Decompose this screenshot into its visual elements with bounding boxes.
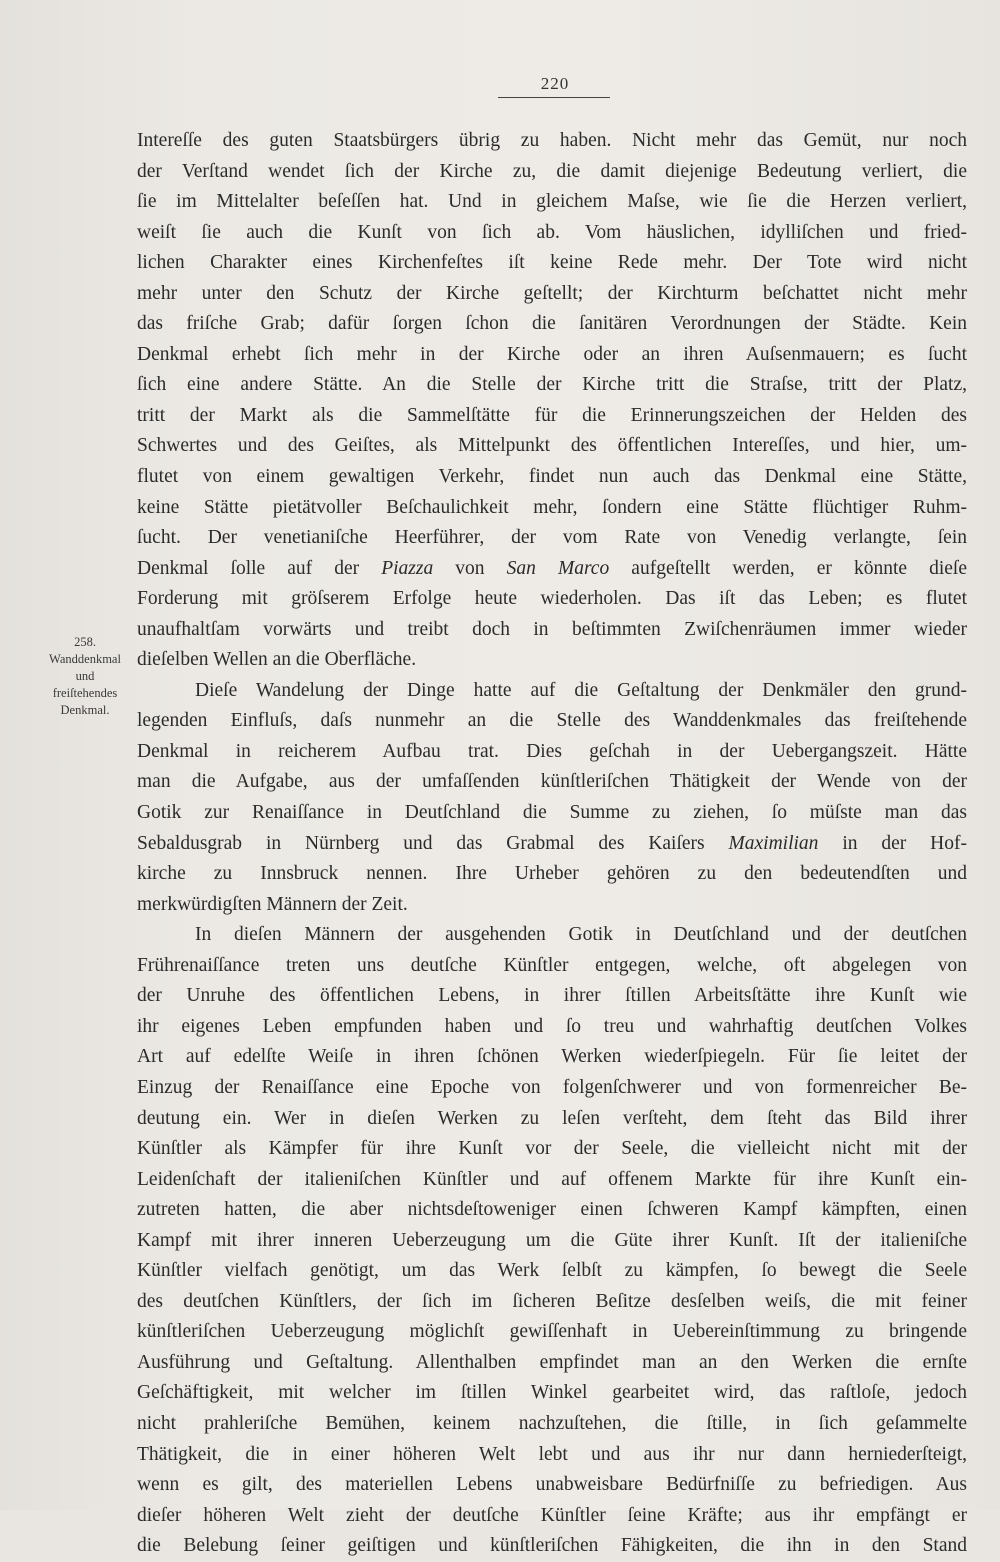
text-segment: Frührenaiſſance treten uns deutſche Künſtler entgegen, welche, oft abgelegen von (137, 954, 967, 976)
text-line (137, 1195, 967, 1226)
text-segment: Denkmal ſolle auf der (137, 557, 382, 579)
text-line (137, 706, 967, 737)
text-segment: ſucht. Der venetianiſche Heerführer, der vom Rate von Venedig verlangte, ſein (137, 527, 967, 549)
text-line (137, 1440, 967, 1471)
text-segment: kirche zu Innsbruck nennen. Ihre Urheber gehören zu den bedeutendſten und (137, 863, 967, 885)
text-segment: nicht prahleriſche Bemühen, keinem nachzuſtehen, die ſtille, in ſich geſammelte (137, 1412, 967, 1434)
text-segment: Thätigkeit, die in einer höheren Welt lebt und aus ihr nur dann herniederſteigt, (137, 1443, 967, 1465)
margin-note (30, 634, 140, 719)
text-segment: Denkmal erhebt ſich mehr in der Kirche oder an ihren Auſsenmauern; es ſucht (137, 343, 967, 365)
text-line (137, 767, 967, 798)
text-segment: wenn es gilt, des materiellen Lebens unabweisbare Bedürfniſſe zu befriedigen. Aus (137, 1474, 967, 1496)
text-segment: des deutſchen Künſtlers, der ſich im ſicheren Beſitze desſelben weiſs, die mit feiner (137, 1290, 967, 1312)
text-segment: Art auf edelſte Weiſe in ihren ſchönen Werken wiederſpiegeln. Für ſie leitet der (137, 1046, 967, 1068)
text-segment: mehr unter den Schutz der Kirche geſtellt; der Kirchturm beſchattet nicht mehr (137, 282, 967, 304)
text-segment: die Belebung ſeiner geiſtigen und künſtleriſchen Fähigkeiten, die ihn in den Stand (137, 1535, 967, 1557)
text-line (137, 1012, 967, 1043)
text-segment: Ausführung und Geſtaltung. Allenthalben empfindet man an den Werken die ernſte (137, 1351, 967, 1373)
text-line (137, 1226, 967, 1257)
text-line (137, 370, 967, 401)
text-line (137, 737, 967, 768)
text-line (137, 554, 967, 585)
text-segment: ſich eine andere Stätte. An die Stelle der Kirche tritt die Straſse, tritt der Platz, (137, 374, 967, 396)
body-text (137, 126, 967, 1562)
text-segment: zutreten hatten, die aber nichtsdeſtoweniger einen ſchweren Kampf kämpften, einen (137, 1199, 967, 1221)
text-line (137, 1134, 967, 1165)
text-line (137, 187, 967, 218)
text-line (137, 920, 967, 951)
text-segment: Künſtler vielfach genötigt, um das Werk ſelbſt zu kämpfen, ſo bewegt die Seele (137, 1260, 967, 1282)
text-segment: tritt der Markt als die Sammelſtätte für die Erinnerungszeichen der Helden des (137, 404, 967, 426)
text-line (137, 829, 967, 860)
text-line (137, 523, 967, 554)
text-line (137, 401, 967, 432)
text-segment: Intereſſe des guten Staatsbürgers übrig zu haben. Nicht mehr das Gemüt, nur noch (137, 130, 967, 151)
text-segment: von (433, 557, 507, 579)
text-segment: Forderung mit gröſserem Erfolge heute wiederholen. Das iſt das Leben; es flutet (137, 588, 967, 610)
text-line (137, 1470, 967, 1501)
text-line (137, 951, 967, 982)
text-line (137, 981, 967, 1012)
text-segment: legenden Einfluſs, daſs nunmehr an die Stelle des Wanddenkmales das freiſtehende (137, 710, 967, 732)
page-number: 220 (540, 74, 570, 93)
text-line (137, 890, 967, 921)
text-line (137, 462, 967, 493)
text-line (137, 1042, 967, 1073)
text-line (137, 157, 967, 188)
text-segment: deutung ein. Wer in dieſen Werken zu leſen verſteht, dem ſteht das Bild ihrer (137, 1107, 967, 1129)
text-segment: Dieſe Wandelung der Dinge hatte auf die Geſtaltung der Denkmäler den grund- (195, 679, 967, 701)
text-segment: lichen Charakter eines Kirchenfeſtes iſt keine Rede mehr. Der Tote wird nicht (137, 252, 967, 274)
text-line (137, 309, 967, 340)
text-line (137, 279, 967, 310)
text-line (137, 431, 967, 462)
text-segment: keine Stätte pietätvoller Beſchaulichkeit mehr, ſondern eine Stätte flüchtiger Ruhm- (137, 496, 967, 518)
text-segment: in der Hof- (818, 832, 968, 854)
text-line (137, 645, 967, 676)
text-segment: der Verſtand wendet ſich der Kirche zu, die damit diejenige Bedeutung verliert, die (137, 160, 967, 182)
text-line (137, 615, 967, 646)
text-line (137, 1348, 967, 1379)
text-segment: merkwürdigſten Männern der Zeit. (137, 893, 408, 915)
text-segment: Kampf mit ihrer inneren Ueberzeugung um die Güte ihrer Kunſt. Iſt der italieniſche (137, 1229, 967, 1251)
text-line (137, 126, 967, 157)
page-number-rule (498, 97, 610, 98)
text-line (137, 1287, 967, 1318)
text-line (137, 1531, 967, 1562)
margin-note-line: Denkmal. (60, 703, 110, 717)
text-segment: unaufhaltſam vorwärts und treibt doch in beſtimmten Zwiſchenräumen immer wieder (137, 618, 967, 640)
text-segment: Sebaldusgrab in Nürnberg und das Grabmal des Kaiſers (137, 832, 729, 854)
text-segment: Leidenſchaft der italieniſchen Künſtler und auf offenem Markte für ihre Kunſt ein- (137, 1168, 967, 1190)
italic-text: Maximilian (728, 832, 819, 854)
text-line (137, 798, 967, 829)
text-segment: In dieſen Männern der ausgehenden Gotik in Deutſchland und der deutſchen (195, 924, 967, 946)
text-line (137, 1256, 967, 1287)
text-line (137, 1501, 967, 1532)
text-segment: ſie im Mittelalter beſeſſen hat. Und in gleichem Maſse, wie ſie die Herzen verliert, (137, 191, 967, 213)
text-segment: künſtleriſchen Ueberzeugung möglichſt gewiſſenhaft in Uebereinſtimmung zu bringende (137, 1321, 967, 1343)
text-segment: Schwertes und des Geiſtes, als Mittelpunkt des öffentlichen Intereſſes, und hier, um- (137, 435, 967, 457)
text-line (137, 340, 967, 371)
italic-text: Piazza (381, 557, 434, 579)
text-segment: Gotik zur Renaiſſance in Deutſchland die Summe zu ziehen, ſo müſste man das (137, 802, 967, 824)
margin-note-line: freiſtehendes (52, 686, 118, 700)
text-line (137, 248, 967, 279)
text-segment: Denkmal in reicherem Aufbau trat. Dies geſchah in der Uebergangszeit. Hätte (137, 740, 967, 762)
text-line (137, 859, 967, 890)
text-line (137, 1073, 967, 1104)
text-segment: ihr eigenes Leben empfunden haben und ſo treu und wahrhaftig deutſchen Volkes (137, 1015, 967, 1037)
margin-note-line: 258. (74, 635, 96, 649)
text-line (137, 1409, 967, 1440)
text-segment: man die Aufgabe, aus der umfaſſenden künſtleriſchen Thätigkeit der Wende von der (137, 771, 967, 793)
text-segment: der Unruhe des öffentlichen Lebens, in ihrer ſtillen Arbeitsſtätte ihre Kunſt wie (137, 985, 967, 1007)
text-line (137, 584, 967, 615)
text-segment: dieſer höheren Welt zieht der deutſche Künſtler ſeine Kräfte; aus ihr empfängt er (137, 1504, 967, 1526)
italic-text: San Marco (506, 557, 610, 579)
text-line (137, 1104, 967, 1135)
text-segment: dieſelben Wellen an die Oberfläche. (137, 649, 417, 671)
text-line (137, 493, 967, 524)
text-line (137, 1317, 967, 1348)
margin-note-line: und (75, 669, 95, 683)
text-segment: weiſt ſie auch die Kunſt von ſich ab. Vom häuslichen, idylliſchen und fried- (137, 221, 967, 243)
text-segment: Geſchäftigkeit, mit welcher im ſtillen Winkel gearbeitet wird, das raſtloſe, jedoch (137, 1382, 967, 1404)
text-line (137, 218, 967, 249)
text-line (137, 1378, 967, 1409)
margin-note-line: Wanddenkmal (49, 652, 121, 666)
text-segment: das friſche Grab; dafür ſorgen ſchon die ſanitären Verordnungen der Städte. Kein (137, 313, 967, 335)
text-segment: Einzug der Renaiſſance eine Epoche von folgenſchwerer und von formenreicher Be- (137, 1076, 967, 1098)
text-line (137, 1165, 967, 1196)
text-line (137, 676, 967, 707)
text-segment: aufgeſtellt werden, er könnte dieſe (609, 557, 967, 579)
text-segment: Künſtler als Kämpfer für ihre Kunſt vor der Seele, die vielleicht nicht mit der (137, 1138, 967, 1160)
text-segment: flutet von einem gewaltigen Verkehr, findet nun auch das Denkmal eine Stätte, (137, 466, 967, 488)
